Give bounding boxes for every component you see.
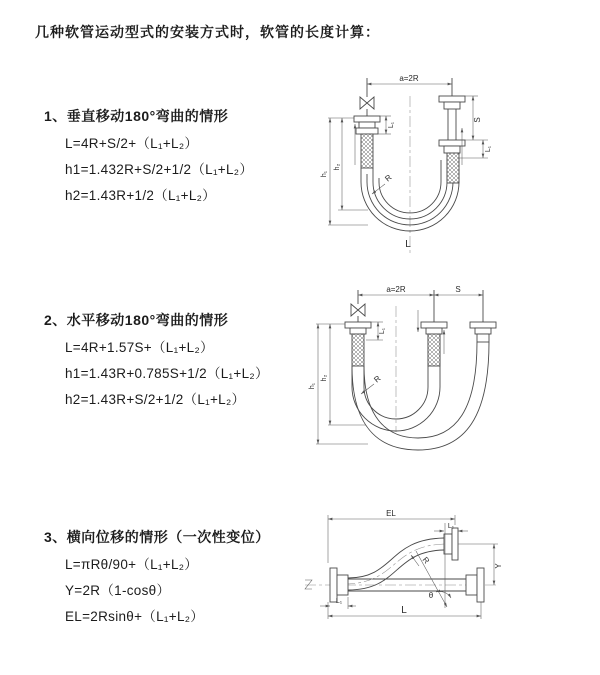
right-upper-flange xyxy=(444,528,458,560)
radius-label: R xyxy=(372,373,383,385)
braid-section xyxy=(428,334,440,366)
dim-label-h2: h₂ xyxy=(321,374,328,382)
moving-end-flanges xyxy=(439,78,465,153)
formula-line: L=4R+1.57S+（L₁+L₂） xyxy=(65,340,214,355)
diagram-horizontal-180-bend xyxy=(306,282,594,462)
formula-line: h2=1.43R+S/2+1/2（L₁+L₂） xyxy=(65,392,246,407)
section-2 xyxy=(44,310,324,417)
fixed-end-flange xyxy=(345,322,371,334)
braid-section xyxy=(361,134,373,168)
dim-label-s: S xyxy=(455,285,461,294)
diagram-lateral-displacement xyxy=(300,505,600,650)
section-3-heading: 3、横向位移的情形（一次性变位） xyxy=(44,529,270,545)
braid-section xyxy=(447,153,459,183)
dim-label-h2: h₂ xyxy=(334,163,341,171)
dim-label-l1-top: L₁ xyxy=(447,523,455,530)
page-title: 几种软管运动型式的安装方式时，软管的长度计算： xyxy=(35,24,380,40)
braid-section xyxy=(352,334,364,366)
moving-end-flange-pos2 xyxy=(470,290,496,342)
dimension-lines xyxy=(320,515,498,619)
centerline-break-mark xyxy=(305,580,312,589)
dimension-lines xyxy=(328,84,488,225)
theta-label: θ xyxy=(428,591,434,600)
valve-icon xyxy=(360,78,374,116)
section-1 xyxy=(44,106,324,213)
fixed-end-flange xyxy=(354,116,380,134)
formula-line: h1=1.43R+0.785S+1/2（L₁+L₂） xyxy=(65,366,269,381)
hose-u-bends xyxy=(352,334,489,450)
formula-line: h1=1.432R+S/2+1/2（L₁+L₂） xyxy=(65,162,254,177)
dim-label-el: EL xyxy=(386,509,396,518)
formula-line: L=4R+S/2+（L₁+L₂） xyxy=(65,136,199,151)
dim-label-a2r: a=2R xyxy=(386,285,406,294)
formula-line: Y=2R（1-cosθ） xyxy=(65,583,171,598)
formula-line: L=πRθ/90+（L₁+L₂） xyxy=(65,557,199,572)
radius-label: R xyxy=(383,172,394,184)
dim-label-h1: h₁ xyxy=(321,170,328,178)
dim-label-l1-bottom: L₁ xyxy=(335,598,343,605)
dim-label-l1-right: L₁ xyxy=(485,145,492,153)
dim-label-h1: h₁ xyxy=(309,382,316,390)
left-flange xyxy=(330,568,348,602)
moving-end-flange-pos1 xyxy=(421,290,447,334)
section-2-heading: 2、水平移动180°弯曲的情形 xyxy=(44,312,229,328)
displaced-hose-s-curve xyxy=(344,538,446,590)
formula-line: h2=1.43R+1/2（L₁+L₂） xyxy=(65,188,216,203)
formula-line: EL=2Rsinθ+（L₁+L₂） xyxy=(65,609,205,624)
section-1-heading: 1、垂直移动180°弯曲的情形 xyxy=(44,108,229,124)
section-3 xyxy=(44,527,324,634)
dim-label-a2r: a=2R xyxy=(399,74,419,83)
dim-label-s: S xyxy=(473,117,482,123)
dim-label-y: Y xyxy=(494,563,503,569)
dim-label-l: L xyxy=(401,605,407,616)
length-label: L xyxy=(405,239,411,250)
dim-label-l1-left: L₁ xyxy=(388,121,395,129)
dimension-lines xyxy=(316,295,483,444)
right-lower-flange xyxy=(466,568,484,602)
diagram-vertical-180-bend xyxy=(310,70,590,262)
dim-label-l1: L₁ xyxy=(379,327,386,335)
radius-label: R xyxy=(420,555,432,566)
